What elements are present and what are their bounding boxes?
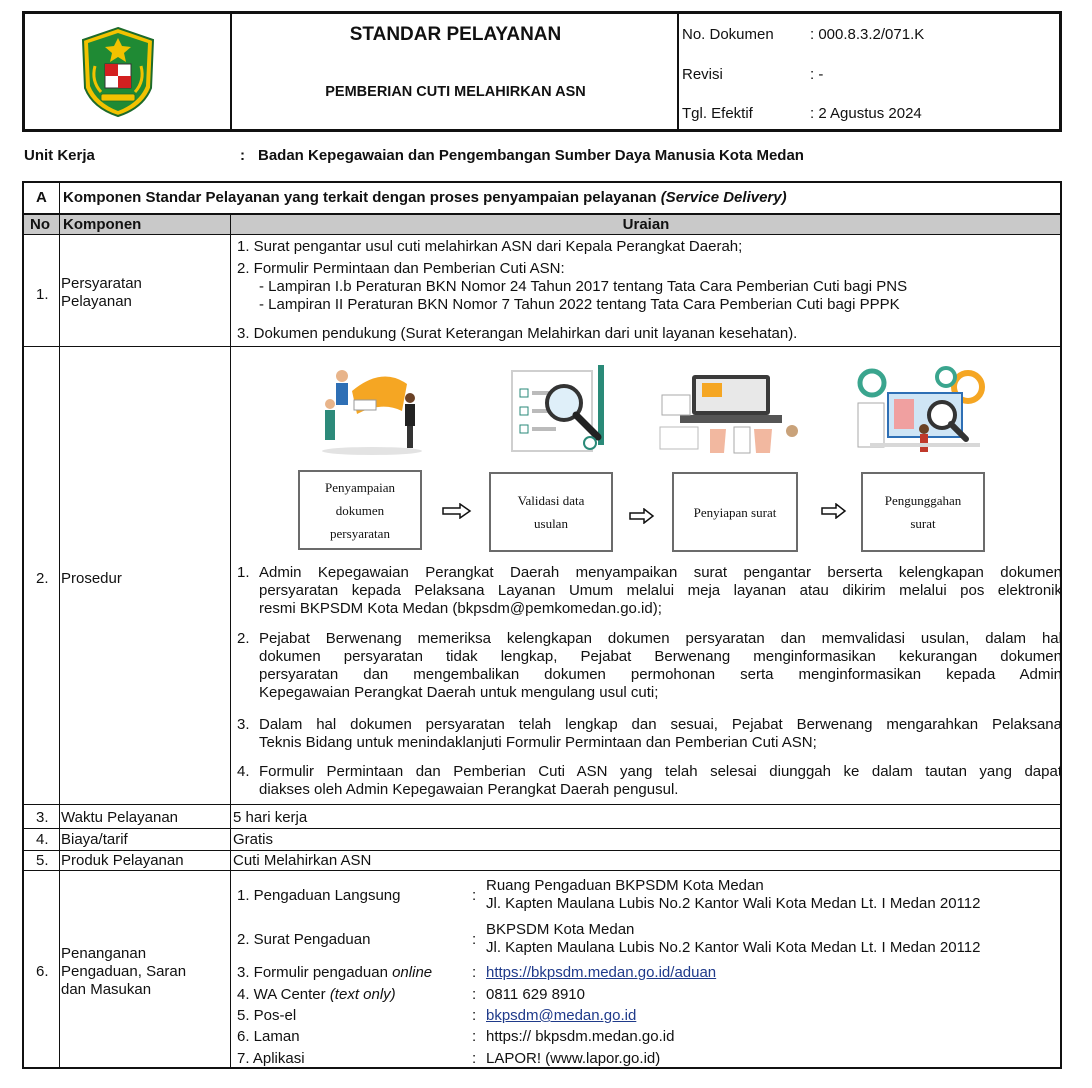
- row-1-number: 1.: [36, 286, 49, 303]
- flow-arrow-icon: [821, 503, 847, 519]
- validation-illustration: [502, 363, 622, 459]
- requirement-item: 1. Surat pengantar usul cuti melahirkan ASN dari Kepala Perangkat Daerah;: [237, 238, 743, 255]
- row-6-komponen-line3: dan Masukan: [61, 981, 152, 998]
- procedure-step-number: 1.: [237, 564, 250, 581]
- complaint-channel-colon: :: [472, 1028, 477, 1045]
- document-title: STANDAR PELAYANAN: [349, 24, 562, 45]
- flow-arrow-icon: [442, 503, 472, 519]
- section-title: Komponen Standar Pelayanan yang terkait dengan proses penyampaian pelayanan (Service Delivery): [63, 189, 787, 206]
- complaint-channel-label: 7. Aplikasi: [237, 1050, 305, 1067]
- flow-arrow-icon: [629, 508, 655, 524]
- row-1-komponen-line1: Persyaratan: [61, 275, 142, 292]
- procedure-step-text: Dalam hal dokumen persyaratan telah lengkap dan sesuai, Pejabat Berwenang mengarahkan Pelaksana Teknis Bidang untuk menindaklanjuti Formulir Permintaan dan Pemberian Cuti ASN;: [259, 716, 1062, 751]
- complaint-channel-label: 2. Surat Pengaduan: [237, 931, 371, 948]
- row-6-komponen-line1: Penanganan: [61, 945, 147, 962]
- meta-value-doc-number: : 000.8.3.2/071.K: [810, 26, 925, 43]
- column-header-uraian: Uraian: [622, 216, 670, 233]
- unit-value: Badan Kepegawaian dan Pengembangan Sumber Daya Manusia Kota Medan: [258, 147, 804, 164]
- flow-step-upload: Pengunggahan surat: [861, 472, 985, 552]
- procedure-step-number: 2.: [237, 630, 250, 647]
- complaint-channel-label: 5. Pos-el: [237, 1007, 297, 1024]
- row-3-komponen: Waktu Pelayanan: [61, 809, 179, 826]
- flow-step-validation: Validasi data usulan: [489, 472, 613, 552]
- complaint-channel-address: Jl. Kapten Maulana Lubis No.2 Kantor Wali Kota Medan Lt. I Medan 20112: [486, 939, 981, 956]
- complaint-channel-colon: :: [472, 1007, 477, 1024]
- service-standard-table: [22, 181, 1062, 1069]
- flow-step-preparation: Penyiapan surat: [672, 472, 798, 552]
- lapor-app: LAPOR! (www.lapor.go.id): [486, 1050, 661, 1067]
- complaint-channel-address: Jl. Kapten Maulana Lubis No.2 Kantor Wali Kota Medan Lt. I Medan 20112: [486, 895, 981, 912]
- row-5-value: Cuti Melahirkan ASN: [233, 852, 372, 869]
- website-url: https:// bkpsdm.medan.go.id: [486, 1028, 675, 1045]
- complaint-channel-colon: :: [472, 986, 477, 1003]
- complaint-channel-value: Ruang Pengaduan BKPSDM Kota Medan: [486, 877, 764, 894]
- complaint-channel-label: 6. Laman: [237, 1028, 300, 1045]
- row-6-number: 6.: [36, 963, 49, 980]
- document-subtitle: PEMBERIAN CUTI MELAHIRKAN ASN: [325, 84, 586, 100]
- procedure-step-number: 3.: [237, 716, 250, 733]
- row-1-komponen-line2: Pelayanan: [61, 293, 132, 310]
- row-4-number: 4.: [36, 831, 49, 848]
- meta-value-effective-date: : 2 Agustus 2024: [810, 105, 922, 122]
- city-emblem-logo: [77, 26, 159, 118]
- row-4-value: Gratis: [233, 831, 274, 848]
- requirement-item: 2. Formulir Permintaan dan Pemberian Cuti ASN:: [237, 260, 565, 277]
- procedure-step-text: Pejabat Berwenang memeriksa kelengkapan dokumen persyaratan dan memvalidasi usulan, dalam hal dokumen persyaratan tidak lengkap, Pejabat Berwenang menginformasikan kekurangan dokumen persyaratan dan mengembalikan dokumen permohonan serta menginformasikan kepada Admin Kepegawaian Perangkat Daerah untuk mengulang usul cuti;: [259, 630, 1062, 701]
- section-letter: A: [36, 189, 47, 206]
- flow-step-submission: Penyampaian dokumen persyaratan: [298, 470, 422, 550]
- meta-label-doc-number: No. Dokumen: [682, 26, 774, 43]
- complaint-channel-label: 1. Pengaduan Langsung: [237, 887, 401, 904]
- column-header-no: No: [30, 216, 50, 233]
- requirement-item: 3. Dokumen pendukung (Surat Keterangan Melahirkan dari unit layanan kesehatan).: [237, 325, 798, 342]
- row-3-number: 3.: [36, 809, 49, 826]
- unit-label: Unit Kerja: [24, 147, 95, 164]
- complaint-channel-colon: :: [472, 964, 477, 981]
- row-5-komponen: Produk Pelayanan: [61, 852, 184, 869]
- complaint-channel-label: 4. WA Center (text only): [237, 986, 396, 1003]
- row-2-komponen: Prosedur: [61, 570, 122, 587]
- requirement-subitem: - Lampiran II Peraturan BKN Nomor 7 Tahun 2022 tentang Tata Cara Pemberian Cuti bagi PPPK: [259, 296, 900, 313]
- upload-illustration: [850, 363, 990, 459]
- procedure-step-text: Formulir Permintaan dan Pemberian Cuti ASN yang telah selesai diunggah ke dalam tautan yang dapat diakses oleh Admin Kepegawaian Perangkat Daerah pengusul.: [259, 763, 1062, 798]
- row-4-komponen: Biaya/tarif: [61, 831, 128, 848]
- row-6-komponen-line2: Pengaduan, Saran: [61, 963, 187, 980]
- email-link[interactable]: bkpsdm@medan.go.id: [486, 1007, 637, 1024]
- meta-label-effective-date: Tgl. Efektif: [682, 105, 753, 122]
- row-2-number: 2.: [36, 570, 49, 587]
- wa-center-number: 0811 629 8910: [486, 986, 585, 1003]
- complaint-form-link[interactable]: https://bkpsdm.medan.go.id/aduan: [486, 964, 717, 981]
- meta-value-revision: : -: [810, 66, 824, 83]
- procedure-step-number: 4.: [237, 763, 250, 780]
- letter-preparation-illustration: [654, 369, 809, 459]
- requirement-subitem: - Lampiran I.b Peraturan BKN Nomor 24 Tahun 2017 tentang Tata Cara Pemberian Cuti bagi PNS: [259, 278, 908, 295]
- complaint-channel-colon: :: [472, 887, 477, 904]
- complaint-channel-colon: :: [472, 1050, 477, 1067]
- complaint-channel-label: 3. Formulir pengaduan online: [237, 964, 433, 981]
- row-3-value: 5 hari kerja: [233, 809, 308, 826]
- document-submission-illustration: [312, 356, 432, 456]
- complaint-channel-value: BKPSDM Kota Medan: [486, 921, 635, 938]
- column-header-komponen: Komponen: [63, 216, 142, 233]
- document-header: [22, 11, 1062, 132]
- meta-label-revision: Revisi: [682, 66, 723, 83]
- procedure-step-text: Admin Kepegawaian Perangkat Daerah menyampaikan surat pengantar berserta kelengkapan dokumen persyaratan kepada Pelaksana Layanan Umum melalui meja layanan atau dikirim melalui pos elektronik resmi BKPSDM Kota Medan (bkpsdm@pemkomedan.go.id);: [259, 564, 1062, 617]
- row-5-number: 5.: [36, 852, 49, 869]
- unit-colon: :: [240, 147, 245, 164]
- complaint-channel-colon: :: [472, 931, 477, 948]
